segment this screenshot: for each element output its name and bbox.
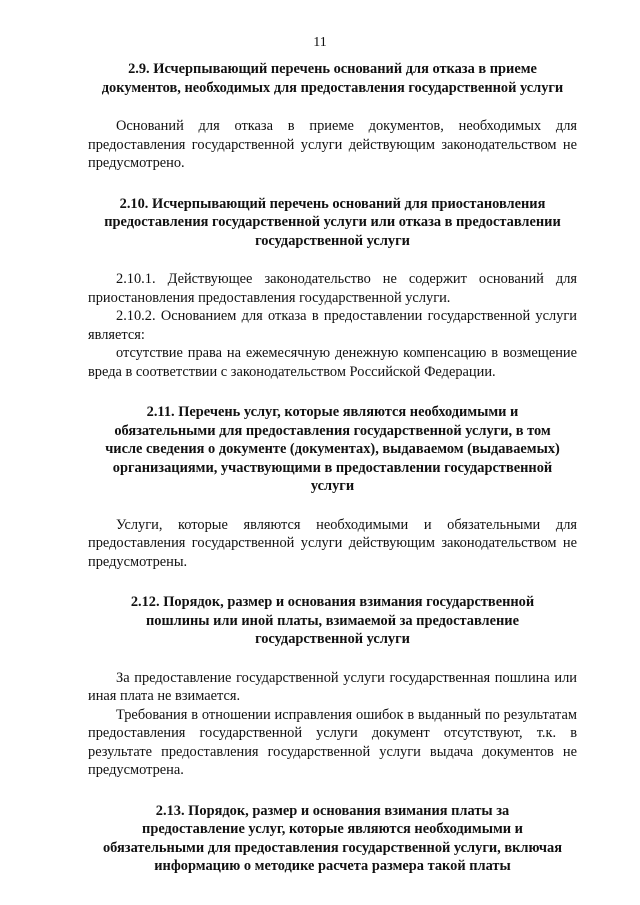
- section-heading: [88, 403, 577, 496]
- heading-line: обязательными для предоставления государственной услуги, включая: [102, 839, 563, 856]
- heading-line: предоставления государственной услуги или отказа в предоставлении: [104, 214, 561, 230]
- heading-line: обязательными для предоставления государственной услуги, в том: [114, 422, 551, 439]
- heading-line: 2.11. Перечень услуг, которые являются необходимыми и: [146, 404, 519, 420]
- heading-line: услуги: [310, 478, 355, 494]
- heading-line: организациями, участвующими в предоставлении государственной: [112, 459, 553, 476]
- heading-line: 2.13. Порядок, размер и основания взимания платы за: [155, 802, 510, 819]
- paragraph: 2.10.2. Основанием для отказа в предоставлении государственной услуги является:: [88, 308, 577, 343]
- heading-line: пошлины или иной платы, взимаемой за предоставление: [146, 612, 519, 629]
- heading-line: информацию о методике расчета размера такой платы: [154, 858, 511, 874]
- heading-line: предоставление услуг, которые являются необходимыми и: [142, 821, 523, 837]
- heading-line: 2.10. Исчерпывающий перечень оснований для приостановления: [119, 195, 546, 212]
- paragraph: Требования в отношении исправления ошибок в выданный по результатам предоставления государственной услуги документ отсутствуют, т.к. в результате предоставления государственной услуги выдача документов не предусмотрена.: [88, 706, 577, 778]
- heading-line: числе сведения о документе (документах), выдаваемом (выдаваемых): [105, 441, 560, 457]
- document-body: [88, 60, 577, 876]
- paragraph: отсутствие права на ежемесячную денежную компенсацию в возмещение вреда в соответствии с законодательством Российской Федерации.: [88, 345, 577, 380]
- section-2-11: [88, 403, 577, 571]
- section-2-12: [88, 593, 577, 780]
- section-2-13: [88, 802, 577, 876]
- section-heading: [88, 593, 577, 649]
- paragraph: Услуги, которые являются необходимыми и обязательными для предоставления государственной услуги действующим законодательством не предусмотрены.: [88, 516, 577, 570]
- heading-line: государственной услуги: [255, 631, 410, 647]
- section-2-10: [88, 195, 577, 382]
- heading-line: 2.9. Исчерпывающий перечень оснований для отказа в приеме: [128, 61, 537, 77]
- section-2-9: [88, 60, 577, 173]
- paragraph: Оснований для отказа в приеме документов, необходимых для предоставления государственной услуги действующим законодательством не предусмотрено.: [88, 118, 577, 171]
- paragraph: За предоставление государственной услуги государственная пошлина или иная плата не взимается.: [88, 669, 577, 704]
- section-heading: [88, 195, 577, 251]
- heading-line: документов, необходимых для предоставления государственной услуги: [101, 79, 564, 96]
- page-number: 11: [313, 35, 327, 50]
- section-heading: [88, 60, 577, 97]
- heading-line: государственной услуги: [255, 232, 410, 249]
- heading-line: 2.12. Порядок, размер и основания взимания государственной: [130, 594, 535, 610]
- section-heading: [88, 802, 577, 876]
- paragraph: 2.10.1. Действующее законодательство не содержит оснований для приостановления предоставления государственной услуги.: [88, 271, 577, 306]
